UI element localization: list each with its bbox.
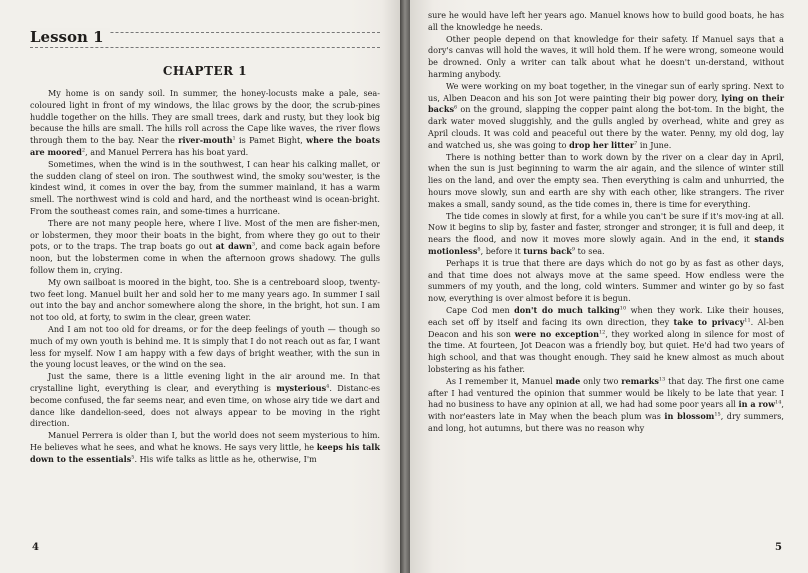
text-run: As I remember it, Manuel (446, 375, 556, 386)
text-run: Manuel Perrera is older than I, but the world does not seem mysterious to him. He believes what he sees, and what he knows. He says very little, he (30, 430, 380, 452)
vocab-phrase: stands motionless (428, 234, 784, 256)
footnote-marker: 6 (454, 104, 458, 111)
vocab-phrase: turns back (523, 245, 572, 256)
right-page (410, 0, 808, 573)
text-run: that day. The first one came after I had ventured the opinion that summer would be likely to be late that year. I had no business to have any opinion at all, we had had some poor years all (428, 375, 784, 410)
vocab-phrase: lying on their backs (428, 92, 784, 115)
footnote-marker: 15 (714, 411, 721, 418)
text-run: Cape Cod men (446, 304, 515, 315)
footnote-marker: 11 (744, 317, 751, 324)
left-page (0, 0, 400, 573)
text-run: sure he would have left her years ago. Manuel knows how to build good boats, he has all the knowledge he needs. (428, 10, 784, 32)
footnote-marker: 8 (477, 246, 481, 253)
paragraph (30, 430, 380, 465)
text-run: when they work. Like their houses, each set off by itself and facing its own direction, they (428, 304, 784, 327)
text-run: Perhaps it is true that there are days which do not go by as fast as other days, and that time does not always move at the same speed. How endless were the summers of my youth, and the long, cold winters. Summer and winter go by so fast now, everything is over almost before it is begun. (428, 257, 784, 304)
text-run: Sometimes, when the wind is in the southwest, I can hear his calking mallet, or the sudden clang of steel on iron. The southwest wind, the smoky sou'wester, is the kindest wind, it comes in over the bay, from the summer mainland, it has a warm smell. The northwest wind is cold and hard, and the northeast wind is ocean-bright. From the southeast comes rain, and some-times a hurricane. (30, 158, 380, 216)
text-run: . His wife talks as little as he, otherwise, I'm (134, 453, 317, 464)
footnote-marker: 9 (571, 246, 576, 253)
footnote-marker: 10 (619, 305, 627, 312)
vocab-phrase: were no exception (514, 328, 599, 339)
paragraph (428, 305, 784, 376)
text-run: , and come back again before noon, but the lobstermen come in when the afternoon grows shadowy. The gulls follow them in, crying. (30, 241, 380, 275)
text-run: There are not many people here, where I live. Most of the men are fisher-men, or lobstermen, they moor their boats in the bight, from where they go out to their pots, or to the traps. The trap boats go out (30, 217, 380, 252)
text-run: And I am not too old for dreams, or for the deep feelings of youth — though so much of my own youth is behind me. It is simply that I do not reach out as far, I want less for myself. Now I am happy with a few days of bright weather, with the sun in the young locust leaves, or the wind on the sea. (30, 323, 380, 370)
vocab-phrase: where the boats are moored (30, 135, 381, 157)
paragraph (30, 159, 380, 218)
paragraph (30, 218, 380, 277)
text-run: The tide comes in slowly at first, for a while you can't be sure if it's mov-ing at all. Now it begins to slip by, faster and faster, stronger and stronger, it is full and deep, it nears the flood, and now it moves more slowly again. And in the end, it (428, 210, 784, 245)
text-run: My home is on sandy soil. In summer, the honey-locusts make a pale, sea-coloured light in front of my windows, the lilac grows by the door, the scrub-pines huddle together on the hills. They are small trees, dark and rusty, but they look big because the hills are small. The hills roll across the Cape like waves, the river flows through them to the bay. Near the (30, 88, 380, 146)
text-run: to sea. (575, 245, 605, 256)
text-run: My own sailboat is moored in the bight, too. She is a centreboard sloop, twenty-two feet long. Manuel built her and sold her to me many years ago. In summer I sail out into the bay and anchor somewhere along the shore, in the bright, hot sun. I am not too old, at forty, to swim in the clear, green water. (30, 276, 380, 323)
text-run: We were working on my boat together, in the vinegar sun of early spring. Next to us, Alben Deacon and his son Jot were painting their big power dory, (428, 80, 784, 103)
vocab-phrase: river-mouth (178, 135, 233, 146)
text-run: Other people depend on that knowledge for their safety. If Manuel says that a dory's canvas will hold the waves, it will hold them. If he were wrong, someone would be drowned. Only a writer can talk about what he doesn't un-derstand, without harming anybody. (428, 33, 784, 79)
paragraph (428, 258, 784, 305)
vocab-phrase: made (555, 375, 581, 386)
text-run: . Al-ben Deacon and his son (428, 316, 784, 339)
text-run: , dry summers, and long, hot autumns, but there was no reason why (428, 411, 784, 433)
footnote-marker: 5 (131, 454, 135, 461)
lesson-rule-bottom (30, 47, 380, 48)
footnote-marker: 1 (232, 135, 236, 142)
vocab-phrase: keeps his talk down to the essentials (30, 441, 380, 464)
paragraph (428, 211, 784, 258)
text-run: , they worked along in silence for most of the time. At fourteen, Jot Deacon was a friendly boy, but quiet. He'd had two years of high school, and that was thought enough. They said he knew almost as much about lobstering as his father. (428, 328, 784, 374)
page-number-right: 5 (775, 542, 782, 553)
paragraph (428, 376, 784, 435)
paragraph (30, 277, 380, 324)
paragraph (428, 81, 784, 152)
text-run: on the ground, slapping the copper paint along the bot-tom. In the bight, the dark water moved sluggishly, and the gulls angled by overhead, white and grey as April clouds. It was cold and peaceful out there by the water. Penny, my old dog, lay and watched us, she was going to (428, 104, 784, 150)
text-run: , with nor'easters late in May when the beach plum was (428, 399, 784, 422)
lesson-header (30, 20, 380, 46)
paragraph (30, 371, 380, 430)
text-run: . Distanc-es become confused, the far seems near, and even time, on whose airy tide we dart and dance like dandelion-seed, does not always appear to be moving in the right direction. (30, 382, 380, 429)
paragraph (30, 324, 380, 371)
footnote-marker: 3 (251, 241, 256, 248)
vocab-phrase: don't do much talking (514, 304, 620, 315)
footnote-marker: 2 (81, 147, 86, 154)
vocab-phrase: at dawn (215, 241, 252, 252)
chapter-title: CHAPTER 1 (162, 64, 248, 78)
vocab-phrase: remarks (621, 375, 659, 386)
paragraph (428, 34, 784, 81)
footnote-marker: 13 (658, 376, 666, 383)
vocab-phrase: mysterious (276, 382, 327, 393)
left-page-text (30, 88, 380, 466)
paragraph (428, 10, 784, 34)
vocab-phrase: in a row (738, 399, 776, 410)
book-gutter (400, 0, 410, 573)
vocab-phrase: take to privacy (673, 316, 745, 327)
text-run: , before it (480, 245, 524, 256)
text-run: Just the same, there is a little evening light in the air around me. In that crystalline light, everything is clear, and everything is (30, 371, 380, 393)
text-run: only two (580, 375, 622, 386)
paragraph (428, 152, 784, 211)
right-page-text (428, 10, 784, 435)
text-run: is Pamet Bight, (235, 135, 307, 146)
vocab-phrase: in blossom (664, 411, 715, 422)
lesson-title: Lesson 1 (30, 28, 110, 46)
footnote-marker: 7 (634, 140, 638, 147)
text-run: in June. (637, 139, 672, 150)
text-run: , and Manuel Perrera has his boat yard. (85, 146, 249, 157)
footnote-marker: 4 (326, 383, 330, 390)
footnote-marker: 14 (775, 399, 782, 406)
page-number-left: 4 (32, 542, 39, 553)
paragraph (30, 88, 380, 159)
text-run: There is nothing better than to work down by the river on a clear day in April, when the sun is just beginning to warm the air again, and the silence of winter still lies on the land, and over the empty sea. Then everything is calm and unhurried, the hours move slowly, sun and earth are shy with each other, like strangers. The river makes a small, sandy sound, as the tide comes in, there is time for everything. (428, 151, 784, 209)
vocab-phrase: drop her litter (569, 139, 635, 150)
footnote-marker: 12 (598, 328, 606, 335)
